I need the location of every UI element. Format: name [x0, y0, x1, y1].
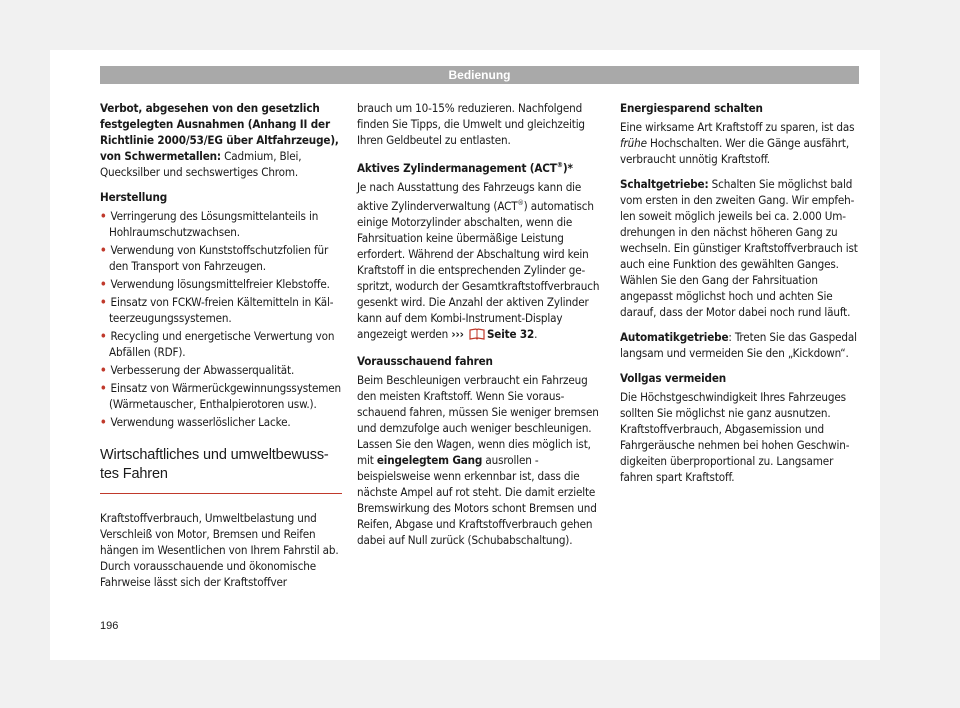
bullet-dot-icon: • — [100, 243, 107, 257]
bullet-dot-icon: • — [100, 363, 107, 377]
list-item: • Verwendung wasserlöslicher Lacke. — [100, 415, 291, 429]
list-item: • Verringerung des Lösungsmittelanteils in Hohlraumschutzwachsen. — [100, 209, 319, 239]
manual-page — [50, 50, 880, 660]
herstellung-list — [100, 208, 342, 430]
vollgas-title: Vollgas vermeiden — [620, 371, 727, 385]
section-title: Wirtschaftliches und umweltbewusstes Fahren — [100, 446, 342, 494]
bullet-dot-icon: • — [100, 295, 107, 309]
automatik-paragraph: Automatikgetriebe: Treten Sie das Gaspedal langsam und vermeiden Sie den „Kickdown“. — [620, 330, 857, 360]
herstellung-title: Herstellung — [100, 190, 168, 204]
heavy-metals-text: Cadmium, Blei, Quecksilber und sechswertiges Chrom. — [100, 149, 302, 179]
bullet-dot-icon: • — [100, 415, 107, 429]
page-number: 196 — [100, 620, 119, 632]
list-item: • Einsatz von Wärmerückgewinnungssystemen (Wärmetauscher, Enthalpierotoren usw.). — [100, 381, 341, 411]
column-middle — [357, 100, 602, 557]
energie-paragraph: Eine wirksame Art Kraftstoff zu sparen, ist das frühe Hochschalten. Wer die Gänge ausfährt, verbraucht unnötig Kraftstoff. — [620, 120, 855, 166]
bullet-dot-icon: • — [100, 209, 107, 223]
bullet-dot-icon: • — [100, 381, 107, 395]
list-item: • Verbesserung der Abwasserqualität. — [100, 363, 295, 377]
column-left — [100, 100, 342, 599]
page-reference-link[interactable]: Seite 32 — [486, 326, 535, 341]
act-title: Aktives Zylindermanagement (ACT®)* — [357, 160, 573, 175]
vollgas-paragraph: Die Höchstgeschwindigkeit Ihres Fahrzeuges sollten Sie möglichst nie ganz ausnutzen. Kraftstoffverbrauch, Abgasemission und Fahrgeräusche nehmen bei hohen Geschwindigkeiten überproportional zu. Langsamer fahren spart Kraftstoff. — [620, 390, 850, 484]
bullet-dot-icon: • — [100, 277, 107, 291]
column-right — [620, 100, 865, 494]
book-reference-icon[interactable] — [469, 328, 485, 344]
bullet-dot-icon: • — [100, 329, 107, 343]
reference-arrows: ››› — [451, 326, 464, 341]
list-item: • Einsatz von FCKW-freien Kältemitteln in Kälteerzeugungssystemen. — [100, 295, 334, 325]
section-intro: Kraftstoffverbrauch, Umweltbelastung und Verschleiß von Motor, Bremsen und Reifen hängen im Wesentlichen von Ihrem Fahrstil ab. Durch vorausschauende und ökonomische Fahrweise lässt sich der Kraftstoffver — [100, 511, 339, 589]
voraus-title: Vorausschauend fahren — [357, 353, 493, 368]
chapter-header: Bedienung — [100, 66, 859, 84]
heavy-metals-lead: Verbot, abgesehen von den gesetzlich festgelegten Ausnahmen (Anhang II der Richtlinie 2000/53/EG über Altfahrzeuge), von Schwermetallen: — [100, 101, 339, 163]
energie-title: Energiesparend schalten — [620, 101, 763, 115]
voraus-paragraph: Beim Beschleunigen verbraucht ein Fahrzeug den meisten Kraftstoff. Wenn Sie vorausschauend fahren, müssen Sie weniger bremsen und demzufolge auch weniger beschleunigen. Lassen Sie den Wagen, wenn dies möglich ist, mit eingelegtem Gang ausrollen - beispielsweise wenn erkennbar ist, dass die nächste Ampel auf rot steht. Die damit erzielte Bremswirkung des Motors schont Bremsen und Reifen, Abgase und Kraftstoffverbrauch gehen dabei auf Null zurück (Schubabschaltung). — [357, 372, 599, 547]
intro-continuation: brauch um 10-15% reduzieren. Nachfolgend finden Sie Tipps, die Umwelt und gleichzeitig Ihren Geldbeutel zu entlasten. — [357, 101, 585, 147]
list-item: • Verwendung lösungsmittelfreier Klebstoffe. — [100, 277, 330, 291]
list-item: • Recycling und energetische Verwertung von Abfällen (RDF). — [100, 329, 335, 359]
heavy-metals-paragraph — [100, 100, 342, 180]
list-item: • Verwendung von Kunststoffschutzfolien für den Transport von Fahrzeugen. — [100, 243, 329, 273]
act-paragraph: Je nach Ausstattung des Fahrzeugs kann die aktive Zylinderverwaltung (ACT®) automatisch einige Motorzylinder abschalten, wenn die Fahrsituation keine übermäßige Leistung erfordert. Während der Abschaltung wird kein Kraftstoff in die entsprechenden Zylinder gespritzt, wodurch der Gesamtkraftstoffverbrauch gesenkt wird. Die Anzahl der aktiven Zylinder kann auf dem Kombi-Instrument-Display angezeigt werden ››› Seite 32. — [357, 179, 602, 344]
schaltgetriebe-paragraph: Schaltgetriebe: Schalten Sie möglichst bald vom ersten in den zweiten Gang. Wir empfehlen soweit möglich jeweils bei ca. 2.000 Umdrehungen in den nächst höheren Gang zu wechseln. Ein günstiger Kraftstoffverbrauch ist auch eine Funktion des gewählten Ganges. Wählen Sie den Gang der Fahrsituation angepasst möglichst hoch und achten Sie darauf, dass der Motor dabei noch rund läuft. — [620, 177, 858, 319]
